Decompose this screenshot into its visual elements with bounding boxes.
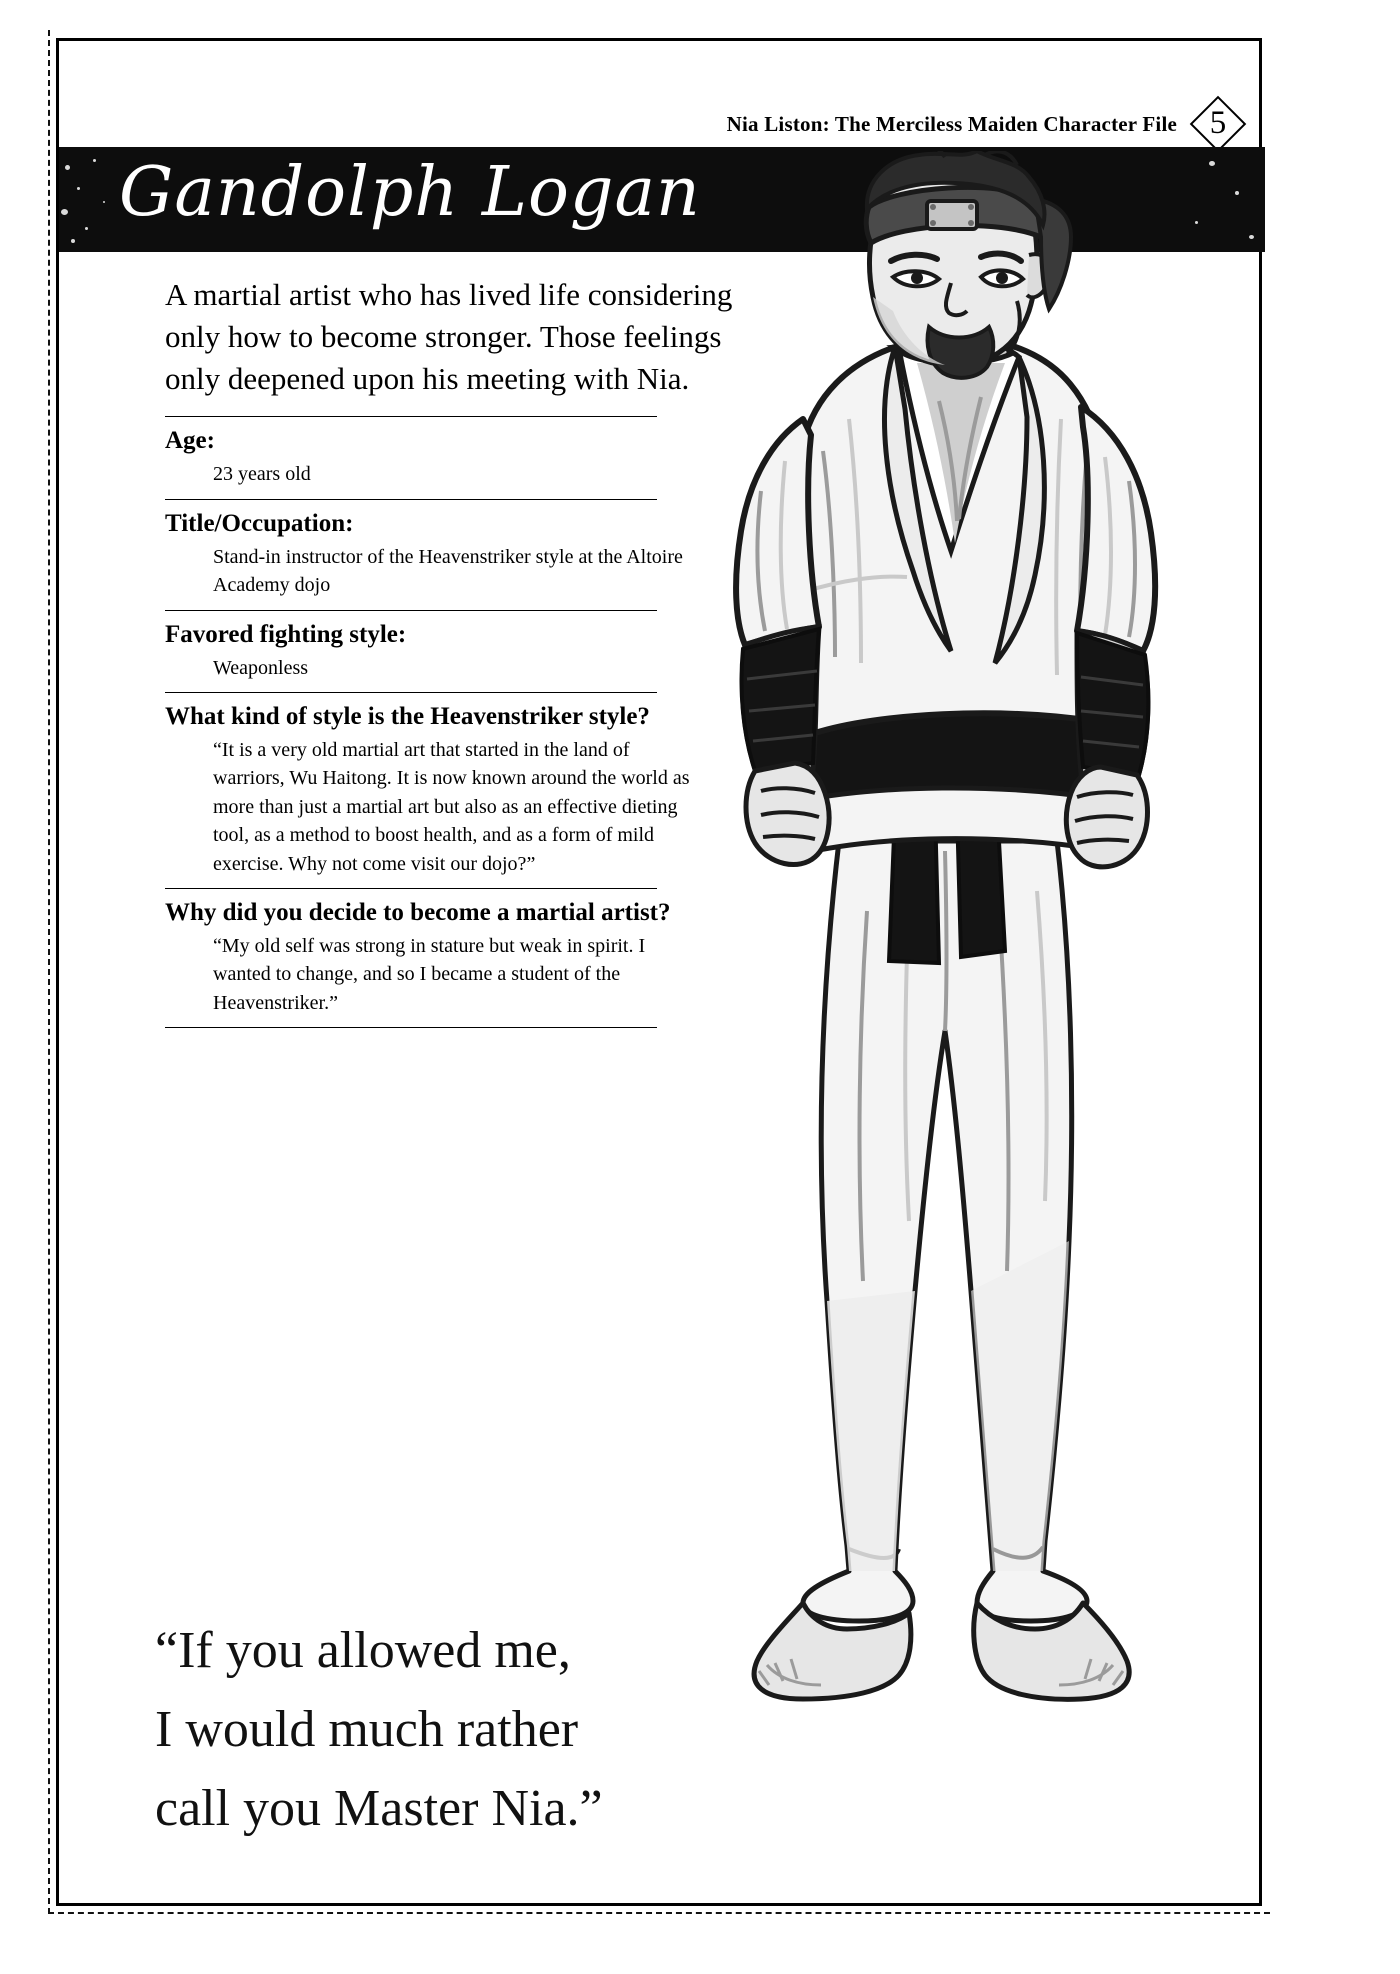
field-value-why-martial-artist: “My old self was strong in stature but weak in spirit. I wanted to change, and so I became a student of the Heavenstriker.” bbox=[213, 934, 646, 1014]
field-value-heavenstriker-style: “It is a very old martial art that started in the land of warriors, Wu Haitong. It is now known around the world as more than just a martial art but also as an effective dieting tool, as a method to boost health, and as a form of mild exercise. Why not come visit our dojo?” bbox=[213, 739, 690, 875]
character-details bbox=[165, 274, 765, 1036]
field-label-heavenstriker-style: What kind of style is the Heavenstriker style? bbox=[165, 703, 650, 731]
page-header bbox=[59, 101, 1265, 147]
banner-speckles bbox=[59, 147, 119, 252]
quote-line-2: I would much rather bbox=[155, 1701, 579, 1759]
divider bbox=[165, 499, 657, 500]
quote-line-3: call you Master Nia.” bbox=[155, 1780, 603, 1838]
field-label-why-martial-artist: Why did you decide to become a martial artist? bbox=[165, 898, 671, 926]
character-quote bbox=[155, 1611, 815, 1848]
divider bbox=[165, 888, 657, 889]
divider bbox=[165, 1027, 657, 1028]
page-border bbox=[56, 38, 1262, 1906]
field-value-title-occupation: Stand-in instructor of the Heavenstriker style at the Altoire Academy dojo bbox=[213, 545, 683, 597]
divider bbox=[165, 610, 657, 611]
page-number-badge bbox=[1187, 93, 1249, 155]
divider bbox=[165, 416, 657, 417]
page-number: 5 bbox=[1209, 104, 1227, 141]
character-name: Gandolph Logan bbox=[119, 153, 701, 232]
field-value-age: 23 years old bbox=[213, 463, 311, 486]
field-label-fighting-style: Favored fighting style: bbox=[165, 620, 407, 648]
divider bbox=[165, 692, 657, 693]
series-title: Nia Liston: The Merciless Maiden Character File bbox=[726, 111, 1177, 136]
field-label-title-occupation: Title/Occupation: bbox=[165, 509, 354, 537]
quote-line-1: “If you allowed me, bbox=[155, 1622, 571, 1679]
field-value-fighting-style: Weaponless bbox=[213, 656, 309, 679]
character-intro: A martial artist who has lived life considering only how to become stronger. Those feelings only deepened upon his meeting with Nia. bbox=[165, 277, 733, 397]
field-label-age: Age: bbox=[165, 427, 215, 455]
